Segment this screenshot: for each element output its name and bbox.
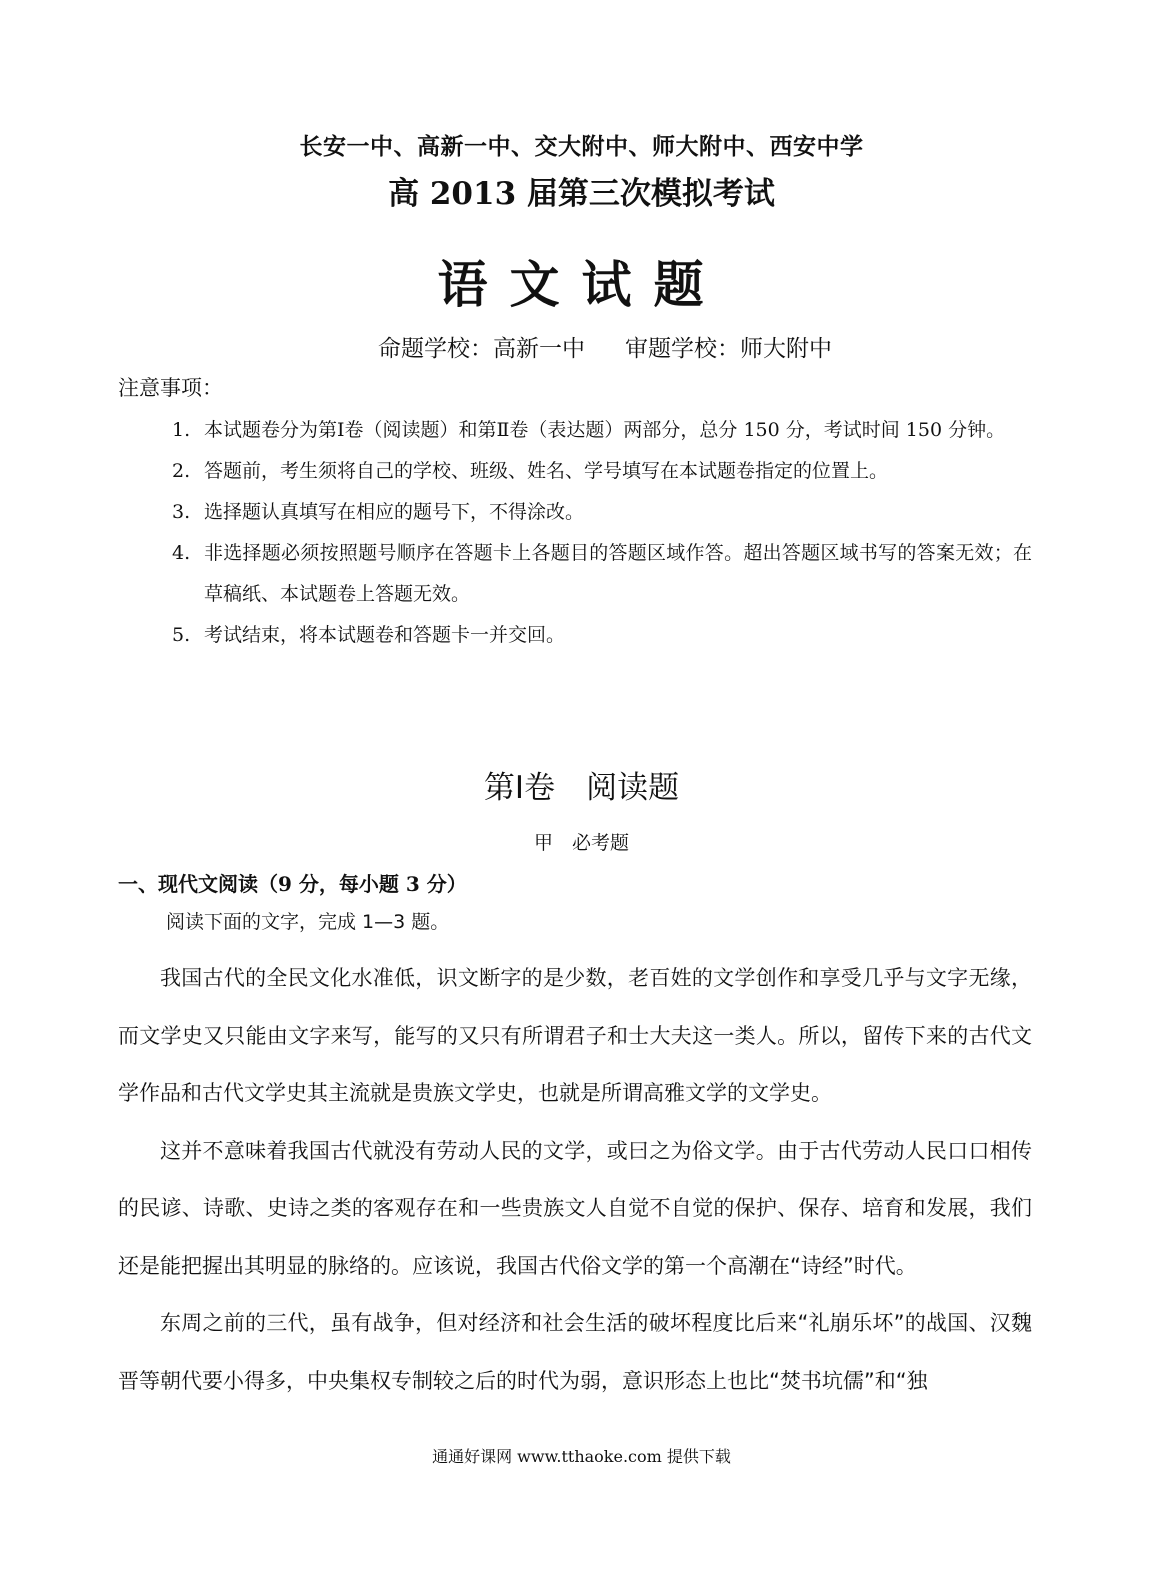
notice-label: 注意事项： [118, 376, 223, 400]
notice-item [172, 410, 1032, 451]
notice-item [172, 615, 1032, 656]
notice-item-text: 选择题认真填写在相应的题号下，不得涂改。 [204, 501, 585, 523]
notice-item [172, 492, 1032, 533]
notice-item-number: 5. [172, 624, 191, 646]
notice-item-number: 1. [172, 419, 191, 441]
passage-paragraph: 东周之前的三代，虽有战争，但对经济和社会生活的破坏程度比后来“礼崩乐坏”的战国、汉魏晋等朝代要小得多，中央集权专制较之后的时代为弱，意识形态上也比“焚书坑儒”和“独 [118, 1311, 1032, 1393]
notice-list [172, 410, 1032, 656]
setter-school: 命题学校：高新一中 [378, 336, 585, 362]
notice-item-number: 2. [172, 460, 191, 482]
passage-paragraph: 这并不意味着我国古代就没有劳动人民的文学，或曰之为俗文学。由于古代劳动人民口口相传的民谚、诗歌、史诗之类的客观存在和一些贵族文人自觉不自觉的保护、保存、培育和发展，我们还是能把握出其明显的脉络的。应该说，我国古代俗文学的第一个高潮在“诗经”时代。 [118, 1138, 1032, 1278]
notice-item-text: 非选择题必须按照题号顺序在答题卡上各题目的答题区域作答。超出答题区域书写的答案无效；在草稿纸、本试题卷上答题无效。 [204, 542, 1032, 605]
subject-title: 语文试题 [437, 256, 726, 314]
setter-line [378, 330, 832, 363]
reading-passage [118, 950, 1032, 1410]
notice-item-number: 4. [172, 542, 191, 564]
notice-item-number: 3. [172, 501, 191, 523]
volume-title: 第Ⅰ卷 阅读题 [483, 770, 680, 806]
notice-item-text: 考试结束，将本试题卷和答题卡一并交回。 [204, 624, 566, 646]
download-footer: 通通好课网 www.tthaoke.com 提供下载 [432, 1447, 731, 1466]
notice-item [172, 451, 1032, 492]
notice-item [172, 533, 1032, 615]
passage-paragraph: 我国古代的全民文化水准低，识文断字的是少数，老百姓的文学创作和享受几乎与文字无缘，而文学史又只能由文字来写，能写的又只有所谓君子和士大夫这一类人。所以，留传下来的古代文学作品和古代文学史其主流就是贵族文学史，也就是所谓高雅文学的文学史。 [118, 966, 1032, 1105]
notice-item-text: 答题前，考生须将自己的学校、班级、姓名、学号填写在本试题卷指定的位置上。 [204, 460, 889, 482]
part-title: 甲 必考题 [533, 832, 629, 854]
exam-title: 高 2013 届第三次模拟考试 [388, 176, 775, 212]
section-title: 一、现代文阅读（9 分，每小题 3 分） [118, 872, 467, 896]
reading-instruction: 阅读下面的文字，完成 1—3 题。 [166, 911, 450, 933]
schools-header: 长安一中、高新一中、交大附中、师大附中、西安中学 [299, 133, 864, 160]
reviewer-school: 审题学校：师大附中 [625, 336, 832, 362]
notice-item-text: 本试题卷分为第Ⅰ卷（阅读题）和第Ⅱ卷（表达题）两部分，总分 150 分，考试时间 150 分钟。 [204, 419, 1006, 441]
